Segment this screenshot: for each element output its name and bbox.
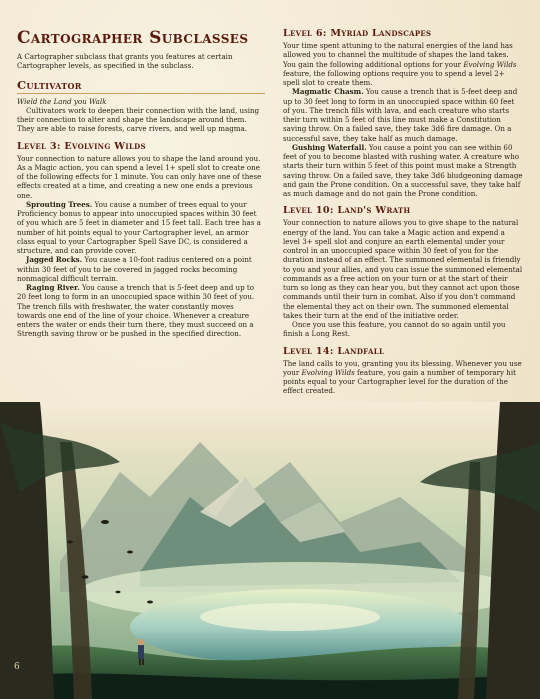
- option-text: You cause a point you can see within 60 feet of you to become blasted with rushing water. A creature who starts their turn within 5 feet of this point must make a Strength saving throw. On a failed save, they take 3d6 bludgeoning damage and gain the Prone condition. On a successful save, they take half as much damage and do not gain the Prone condition.: [283, 142, 523, 198]
- myriad-landscapes-intro: [283, 41, 523, 87]
- subclass-heading: Cultivator: [17, 79, 265, 94]
- evolving-wilds-heading: Level 3: Evolving Wilds: [17, 140, 146, 152]
- myriad-landscapes-heading: Level 6: Myriad Landscapes: [283, 28, 432, 39]
- option-magmatic-chasm: [283, 87, 523, 143]
- option-name: Jagged Rocks.: [26, 255, 83, 265]
- page-number: 6: [14, 662, 20, 672]
- option-text: You cause a trench that is 5-feet deep and up to 20 feet long to form in an unoccupied space within 30 feet of you. The trench fills with freshwater, the water constantly moves towards one end of the line of your choice. Whenever a creature enters the water or ends their turn there, they must succeed on a Strength saving throw or be pushed in the specified direction.: [17, 283, 255, 339]
- option-text: You cause a number of trees equal to your Proficiency bonus to appear into unoccupied spaces within 30 feet of you which are 5 feet in diameter and 15 feet tall. Each tree has a number of hit points equal to your Cartographer level, an armor class equal to your Cartographer Spell Save DC, is considered a structure, and can provide cover.: [17, 199, 261, 255]
- intro-text: A Cartographer subclass that grants you features at certain Cartographer levels, as specified in the subclass.: [17, 52, 233, 71]
- option-name: Magmatic Chasm.: [292, 87, 364, 97]
- option-name: Raging River.: [26, 283, 80, 292]
- feature-ref: Evolving Wilds: [301, 367, 355, 377]
- landscape-illustration: [0, 402, 540, 699]
- evolving-wilds-intro: Your connection to nature allows you to shape the land around you. As a Magic action, you can spend a level 1+ spell slot to create one of the following effects for 1 minute. You can only have one of these effects created at a time, and creating a new one ends a previous one.: [17, 153, 262, 200]
- landfall-text: [283, 359, 523, 396]
- left-column: [17, 28, 265, 339]
- option-raging-river: [17, 283, 265, 339]
- landfall-heading: Level 14: Landfall: [283, 345, 385, 357]
- option-name: Gushing Waterfall.: [292, 142, 367, 152]
- text-part: feature, you gain a number of temporary hit points equal to your Cartographer level for the duration of the effect created.: [283, 367, 516, 396]
- text-part: The land calls to you, granting you its blessing. Whenever you use your: [283, 358, 522, 377]
- right-column: [283, 28, 523, 396]
- option-name: Sprouting Trees.: [26, 199, 93, 209]
- option-gushing-waterfall: [283, 143, 523, 199]
- intro-part: feature, the following options require you to spend a level 2+ spell slot to create them.: [283, 68, 505, 87]
- subclass-description: Cultivators work to deepen their connection with the land, using their connection to alter and shape the landscape around them. They are able to raise forests, carve rivers, and well up magma.: [17, 105, 260, 134]
- subclass-tagline: Wield the Land you Walk: [17, 96, 107, 106]
- option-jagged-rocks: [17, 255, 265, 283]
- lands-wrath-text: Your connection to nature allows you to give shape to the natural energy of the land. You can take a Magic action and expend a level 3+ spell slot and conjure an earth elemental under your control in an unoccupied space within 30 feet of you for the duration instead of an effect. The summoned elemental is friendly to you and your allies, and you can issue the summoned elemental commands as a free action on your turn or at the start of their turn so long as they can hear you, but they cannot act upon those commands until their turn in combat. Also if you don't command the elemental they act on their own. The summoned elemental takes their turn at the end of the initiative order.: [283, 218, 523, 320]
- feature-ref: Evolving Wilds: [463, 59, 517, 69]
- option-text: You cause a trench that is 5-feet deep and up to 30 feet long to form in an unoccupied space within 60 feet of you. The trench fills with lava, and each creature who starts their turn within 5 feet of this line must make a Constitution saving throw. On a failed save, they take 3d6 fire damage. On a successful save, they take half as much damage.: [283, 87, 518, 143]
- option-sprouting-trees: [17, 200, 265, 256]
- lands-wrath-heading: Level 10: Land's Wrath: [283, 205, 411, 217]
- intro-part: Your time spent attuning to the natural energies of the land has allowed you to channel the multitude of shapes the land takes. You gain the following additional options for your: [283, 41, 513, 69]
- option-text: You cause a 10-foot radius centered on a point within 30 feet of you to be covered in jagged rocks becoming nonmagical difficult terrain.: [17, 255, 252, 283]
- page-title: Cartographer Subclasses: [17, 28, 249, 48]
- lands-wrath-limit: Once you use this feature, you cannot do so again until you finish a Long Rest.: [283, 320, 506, 339]
